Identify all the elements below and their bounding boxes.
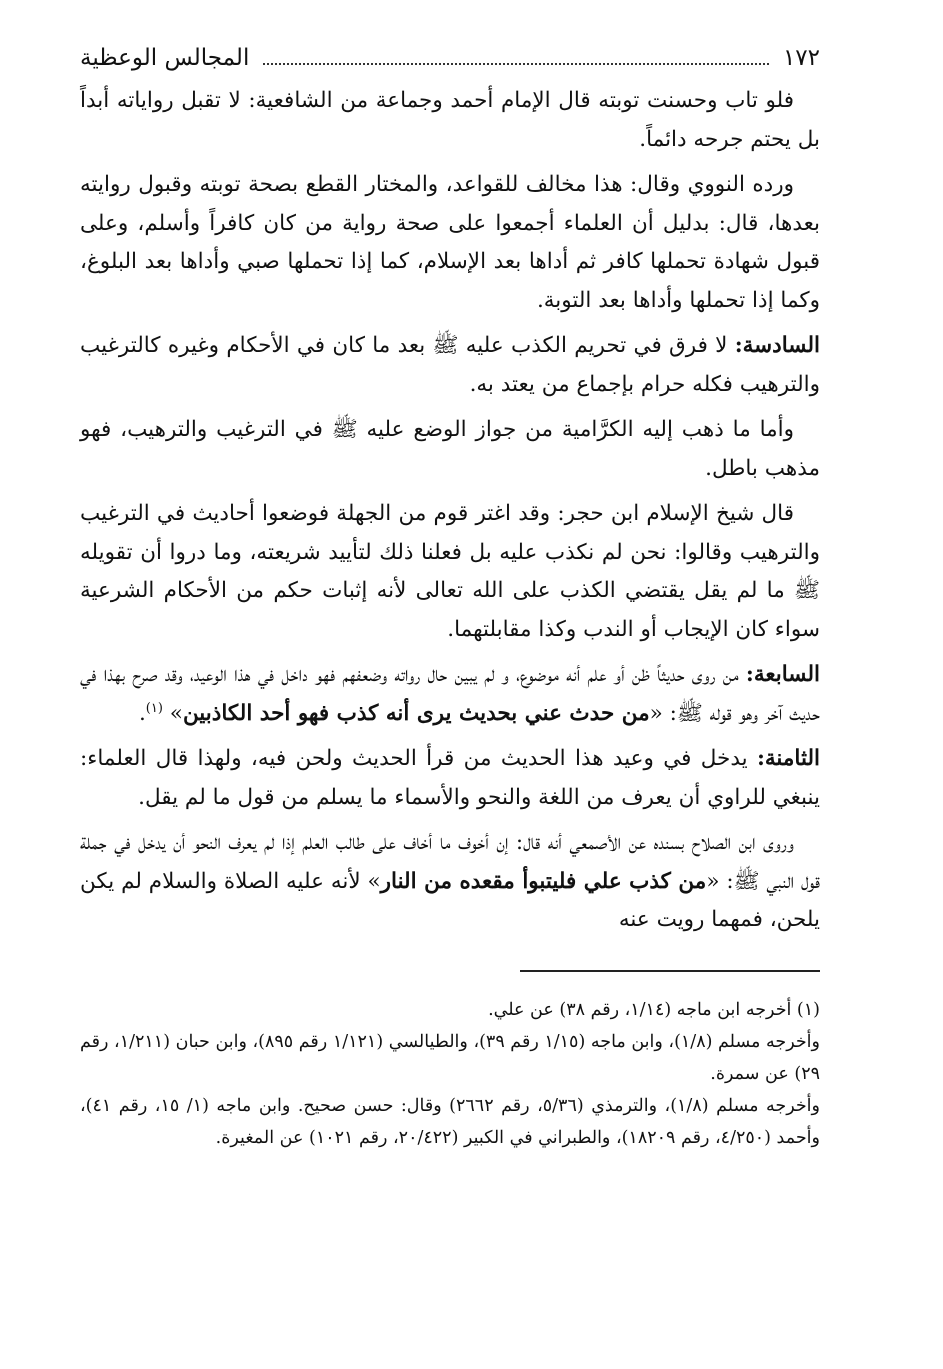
main-text (80, 82, 820, 940)
footnote: (١) أخرجه ابن ماجه (١/١٤، رقم ٣٨) عن علي. (488, 999, 820, 1020)
quote-close: » (169, 700, 183, 726)
paragraph-text: قال شيخ الإسلام ابن حجر: وقد اغتر قوم من الجهلة فوضعوا أحاديث في الترغيب والترهيب وقالوا: نحن لم نكذب عليه بل فعلنا ذلك لتأييد شريعته، وما دروا أن تقويله ﷺ ما لم يقل يقتضي الكذب على الله تعالى لأنه إثبات حكم من الأحكام الشرعية سواء كان الإيجاب أو الندب وكذا مقابلتهما. (80, 501, 820, 642)
paragraph-text: فلو تاب وحسنت توبته قال الإمام أحمد وجماعة من الشافعية: لا تقبل رواياته أبداً بل يحتم جرحه دائماً. (80, 88, 820, 152)
page-number: ١٧٢ (782, 45, 820, 71)
page-header (80, 38, 820, 78)
hadith-quote: من كذب علي فليتبوأ مقعده من النار (380, 868, 707, 894)
footnote-separator (520, 970, 820, 972)
book-title: المجالس الوعظية (80, 45, 250, 71)
header-dotted-leader (263, 63, 769, 65)
hadith-quote: من حدث عني بحديث يرى أنه كذب فهو أحد الكاذبين (182, 700, 650, 726)
paragraph-text: وأما ما ذهب إليه الكرَّامية من جواز الوضع عليه ﷺ في الترغيب والترهيب، فهو مذهب باطل. (80, 417, 820, 481)
paragraph (80, 656, 820, 733)
paragraph (80, 327, 820, 404)
footnote: وأخرجه مسلم (١/٨)، وابن ماجه (١/١٥ رقم ٣٩)، والطيالسي (١/١٢١ رقم ٨٩٥)، وابن حبان (١/٢١١، رقم ٢٩) عن سمرة. (80, 1031, 820, 1084)
footnote: وأخرجه مسلم (١/٨)، والترمذي (٥/٣٦، رقم ٢٦٦٢) وقال: حسن صحيح. وابن ماجه (١/ ١٥، رقم ٤١)، وأحمد (٤/٢٥٠، رقم ١٨٢٠٩)، والطبراني في الكبير (٢٠/٤٢٢، رقم ١٠٢١) عن المغيرة. (80, 1095, 820, 1148)
paragraph-period: . (138, 700, 146, 726)
paragraph (80, 166, 820, 320)
paragraph-text-end: » لأنه عليه الصلاة والسلام لم يكن يلحن، فمهما رويت عنه (80, 868, 820, 932)
section-label-sixth: السادسة: (734, 333, 820, 358)
paragraph-text: لا فرق في تحريم الكذب عليه ﷺ بعد ما كان في الأحكام وغيره كالترغيب والترهيب فكله حرام بإجماع من يعتد به. (80, 333, 820, 397)
section-label-eighth: الثامنة: (756, 746, 820, 771)
paragraph-text: وروى ابن الصلاح بسنده عن الأصمعي أنه قال: إن أخوف ما أخاف على طالب العلم إذا لم يعرف النحو أن يدخل في جملة قول النبي ﷺ: « (80, 830, 820, 894)
paragraph-text: يدخل في وعيد هذا الحديث من قرأ الحديث ولحن فيه، ولهذا قال العلماء: ينبغي للراوي أن يعرف من اللغة والنحو والأسماء ما يسلم من قول ما لم يقل. (80, 746, 820, 810)
paragraph-text: من روى حديثاً ظن أو علم أنه موضوع، و لم يبين حال رواته وضعفهم فهو داخل في هذا الوعيد، وقد صرح بهذا في حديث آخر وهو قوله ﷺ: « (80, 662, 820, 726)
footnote-reference: (١) (145, 700, 163, 716)
book-page (80, 38, 820, 1154)
paragraph (80, 411, 820, 488)
footnotes (80, 994, 820, 1154)
paragraph (80, 82, 820, 159)
paragraph (80, 740, 820, 817)
paragraph (80, 495, 820, 649)
section-label-seventh: السابعة: (745, 662, 820, 687)
paragraph (80, 824, 820, 940)
paragraph-text: ورده النووي وقال: هذا مخالف للقواعد، والمختار القطع بصحة توبته وقبول روايته بعدها، قال: بدليل أن العلماء أجمعوا على صحة رواية من كان كافراً وأسلم، وعلى قبول شهادة تحملها كافر ثم أداها بعد الإسلام، كما إذا تحملها صبي وأداها بعد البلوغ، وكما إذا تحملها وأداها بعد التوبة. (80, 172, 820, 313)
